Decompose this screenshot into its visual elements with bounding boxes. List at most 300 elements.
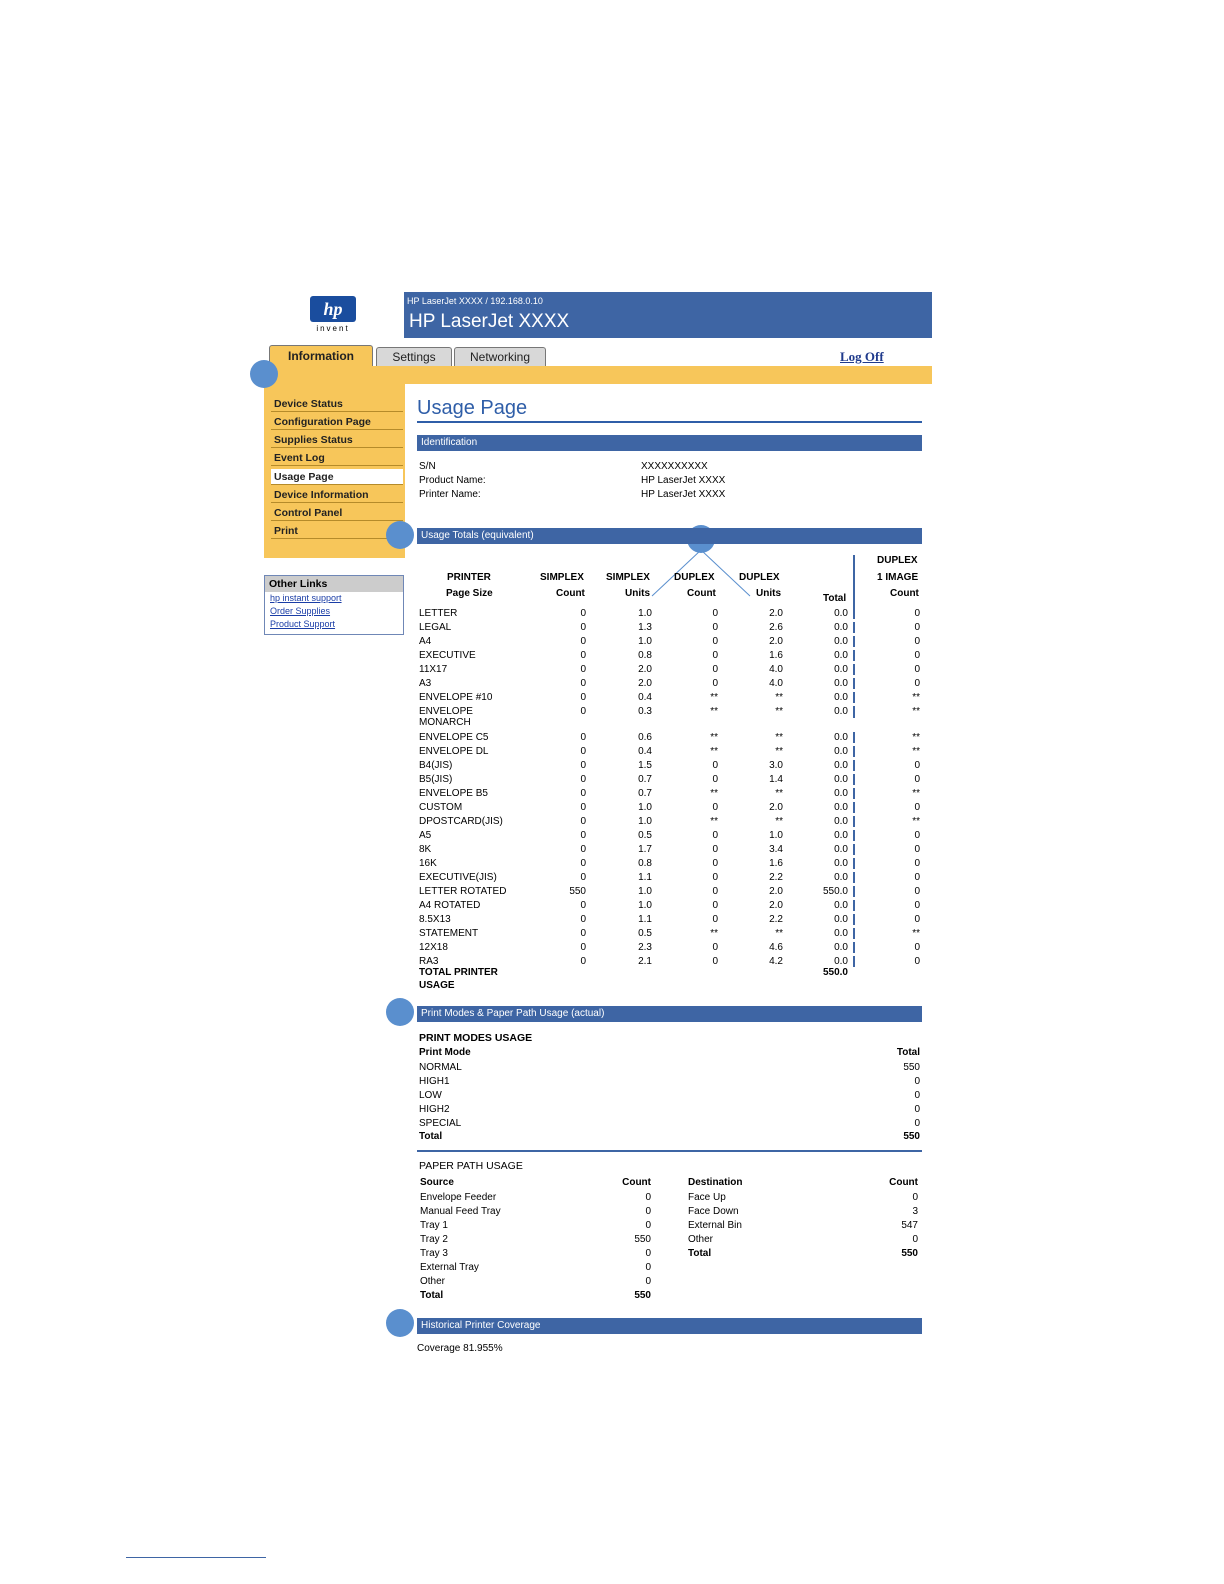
paper-path-subtitle: PAPER PATH USAGE [419,1160,523,1172]
callout-marker [386,521,414,549]
usage-cell: ** [775,692,783,703]
column-divider [853,774,855,785]
print-mode-total: 0 [914,1104,920,1115]
section-rule [417,1150,922,1152]
usage-cell: 0 [914,956,920,967]
usage-cell: 550 [569,886,586,897]
usage-cell: 0 [580,844,586,855]
col-header-total: Total [823,593,847,604]
usage-cell: 0 [580,650,586,661]
usage-cell: 0 [580,900,586,911]
coverage-text: Coverage 81.955% [417,1343,503,1354]
other-links-title: Other Links [265,576,403,592]
usage-cell: 0.0 [834,746,848,757]
usage-cell: 2.0 [638,678,652,689]
source-name: Total [420,1290,444,1301]
usage-cell: 0.0 [834,622,848,633]
usage-cell: 0 [580,622,586,633]
source-count: 0 [645,1220,651,1231]
usage-cell: 0 [712,760,718,771]
id-value-product: HP LaserJet XXXX [641,475,726,486]
sidebar-item-device-information[interactable]: Device Information [271,487,403,503]
source-count: 0 [645,1248,651,1259]
page-size-label: A5 [419,830,432,841]
source-count-header: Count [622,1177,651,1188]
usage-cell: 1.0 [638,802,652,813]
usage-cell: ** [775,746,783,757]
usage-cell: 0 [580,760,586,771]
print-mode-name: NORMAL [419,1062,462,1073]
usage-cell: 0 [712,900,718,911]
column-divider [853,886,855,897]
usage-cell: 0 [580,788,586,799]
callout-marker [250,360,278,388]
page-size-label: MONARCH [419,717,471,728]
usage-cell: 1.7 [638,844,652,855]
source-count: 0 [645,1276,651,1287]
column-divider [853,650,855,661]
sidebar-item-event-log[interactable]: Event Log [271,450,403,466]
usage-cell: 0 [712,956,718,967]
usage-cell: 0.0 [834,942,848,953]
device-path: HP LaserJet XXXX / 192.168.0.10 [407,296,543,306]
usage-cell: 0 [914,636,920,647]
usage-cell: 0 [580,706,586,717]
usage-cell: 1.0 [638,608,652,619]
id-label-printer: Printer Name: [419,489,481,500]
source-name: Manual Feed Tray [420,1206,501,1217]
usage-cell: 0 [580,928,586,939]
column-divider [853,900,855,911]
page-size-label: ENVELOPE DL [419,746,489,757]
callout-marker [386,1309,414,1337]
usage-cell: 0.0 [834,844,848,855]
usage-cell: 0 [914,622,920,633]
col-header-duplex: DUPLEX [674,572,715,583]
usage-cell: 0 [914,678,920,689]
usage-cell: 0.0 [834,914,848,925]
usage-cell: 0 [914,760,920,771]
usage-cell: 0 [712,802,718,813]
usage-cell: 1.6 [769,650,783,661]
column-divider [853,858,855,869]
print-modes-subtitle: PRINT MODES USAGE [419,1032,533,1044]
usage-cell: 0 [580,942,586,953]
destination-count: 0 [912,1234,918,1245]
logo-tagline: invent [316,324,350,333]
page-title: Usage Page [417,397,528,419]
hp-logo [310,296,356,322]
usage-cell: 2.1 [638,956,652,967]
usage-cell: ** [710,746,718,757]
usage-cell: 0 [580,746,586,757]
column-divider [853,760,855,771]
destination-name: Face Down [688,1206,739,1217]
usage-cell: 0 [914,664,920,675]
usage-cell: ** [912,732,920,743]
page-size-label: EXECUTIVE(JIS) [419,872,497,883]
usage-totals-header: Usage Totals (equivalent) [417,528,922,544]
usage-cell: 0.0 [834,788,848,799]
col-header-count: Count [890,588,919,599]
print-mode-total: 550 [903,1062,920,1073]
print-mode-total: 0 [914,1118,920,1129]
usage-cell: 0.0 [834,678,848,689]
page-size-label: 16K [419,858,437,869]
sidebar-item-usage-page[interactable]: Usage Page [271,469,403,485]
col-header-page-size: Page Size [446,588,493,599]
usage-cell: ** [710,732,718,743]
print-mode-name: SPECIAL [419,1118,462,1129]
link-product-support[interactable]: Product Support [270,619,336,629]
usage-cell: 0 [580,802,586,813]
usage-cell: 0.7 [638,788,652,799]
usage-cell: 4.0 [769,664,783,675]
usage-cell: 0.0 [834,692,848,703]
usage-cell: 0 [712,886,718,897]
column-divider [853,844,855,855]
total-printer-usage-label: TOTAL PRINTER [419,967,498,978]
page-size-label: B5(JIS) [419,774,453,785]
usage-cell: 1.3 [638,622,652,633]
usage-cell: 0 [712,942,718,953]
usage-cell: 0.4 [638,692,652,703]
usage-cell: 0.0 [834,872,848,883]
page-size-label: ENVELOPE [419,706,473,717]
column-divider [853,622,855,633]
usage-cell: 0 [712,830,718,841]
page-size-label: LETTER [419,608,458,619]
usage-cell: 0 [580,858,586,869]
col-header-simplex: SIMPLEX [540,572,584,583]
print-mode-col-header: Print Mode [419,1047,471,1058]
column-divider [853,664,855,675]
col-header-units: Units [625,588,650,599]
destination-count: 547 [901,1220,918,1231]
usage-cell: 2.2 [769,914,783,925]
usage-cell: 0 [914,774,920,785]
usage-cell: 0.0 [834,774,848,785]
usage-cell: 2.0 [769,636,783,647]
page-size-label: A4 [419,636,432,647]
col-header-printer: PRINTER [447,572,491,583]
title-rule [417,421,922,423]
usage-cell: 0 [580,608,586,619]
tab-settings[interactable]: Settings [376,347,452,367]
usage-cell: 0 [580,914,586,925]
usage-cell: 0 [914,830,920,841]
column-divider [853,816,855,827]
column-divider [853,956,855,967]
usage-cell: ** [775,816,783,827]
page-size-label: ENVELOPE C5 [419,732,489,743]
usage-cell: 0.0 [834,760,848,771]
page-size-label: CUSTOM [419,802,463,813]
usage-cell: ** [775,928,783,939]
usage-cell: 1.1 [638,872,652,883]
column-divider [853,636,855,647]
page-size-label: 8K [419,844,432,855]
usage-cell: 0.0 [834,830,848,841]
destination-name: Total [688,1248,712,1259]
column-divider [853,802,855,813]
page-size-label: RA3 [419,956,439,967]
usage-cell: 1.5 [638,760,652,771]
usage-cell: 2.0 [769,802,783,813]
source-name: Other [420,1276,446,1287]
usage-cell: 3.4 [769,844,783,855]
id-label-sn: S/N [419,461,436,472]
usage-cell: 2.3 [638,942,652,953]
usage-cell: 0 [712,678,718,689]
usage-cell: 0.7 [638,774,652,785]
page-size-label: LEGAL [419,622,452,633]
sidebar-item-print[interactable]: Print [271,523,403,539]
usage-cell: ** [912,928,920,939]
usage-cell: 0 [580,636,586,647]
footer-rule [126,1557,266,1558]
usage-cell: 0 [712,650,718,661]
usage-cell: 0 [712,608,718,619]
source-name: Envelope Feeder [420,1192,497,1203]
print-modes-header: Print Modes & Paper Path Usage (actual) [417,1006,922,1022]
usage-cell: 1.0 [638,886,652,897]
usage-cell: 0 [914,802,920,813]
link-hp-instant-support[interactable]: hp instant support [270,593,342,603]
usage-cell: 0 [712,664,718,675]
link-order-supplies[interactable]: Order Supplies [270,606,331,616]
print-mode-name: HIGH2 [419,1104,450,1115]
usage-cell: 4.6 [769,942,783,953]
device-name: HP LaserJet XXXX [409,311,570,332]
usage-cell: ** [710,706,718,717]
usage-cell: 550.0 [822,886,848,897]
page-size-label: LETTER ROTATED [419,886,507,897]
usage-cell: 0 [580,956,586,967]
usage-cell: 0 [712,844,718,855]
page-size-label: ENVELOPE B5 [419,788,488,799]
usage-cell: 1.4 [769,774,783,785]
usage-cell: 1.0 [769,830,783,841]
page-size-label: 8.5X13 [419,914,451,925]
sidebar-item-supplies-status[interactable]: Supplies Status [271,432,403,448]
usage-cell: 0.0 [834,816,848,827]
source-count: 550 [634,1290,651,1301]
usage-cell: 1.0 [638,636,652,647]
column-divider [853,942,855,953]
usage-cell: 0.0 [834,732,848,743]
usage-cell: 0 [580,732,586,743]
usage-cell: 1.1 [638,914,652,925]
usage-cell: 0.0 [834,928,848,939]
usage-cell: 1.0 [638,900,652,911]
print-mode-total-label: Total [419,1131,443,1142]
destination-count: 0 [912,1192,918,1203]
col-header-1-image: 1 IMAGE [877,572,919,583]
usage-cell: 0.4 [638,746,652,757]
sidebar-item-device-status[interactable]: Device Status [271,396,403,412]
usage-cell: 2.0 [769,900,783,911]
usage-cell: 2.2 [769,872,783,883]
device-banner [404,292,932,338]
source-count: 0 [645,1262,651,1273]
usage-cell: 1.6 [769,858,783,869]
usage-cell: ** [912,692,920,703]
usage-cell: 0.0 [834,858,848,869]
destination-name: Other [688,1234,714,1245]
usage-cell: 0.0 [834,650,848,661]
sidebar-item-configuration-page[interactable]: Configuration Page [271,414,403,430]
destination-header: Destination [688,1177,743,1188]
tab-information[interactable]: Information [269,345,373,367]
callout-marker [386,998,414,1026]
id-value-sn: XXXXXXXXXX [641,461,708,472]
col-header-count: Count [556,588,585,599]
usage-cell: 4.0 [769,678,783,689]
col-header-simplex: SIMPLEX [606,572,650,583]
usage-cell: 0 [712,872,718,883]
usage-cell: ** [912,706,920,717]
usage-cell: 0 [914,608,920,619]
usage-cell: 0 [712,636,718,647]
source-count: 0 [645,1206,651,1217]
page-size-label: STATEMENT [419,928,479,939]
usage-cell: ** [710,816,718,827]
column-divider [853,692,855,703]
usage-cell: 0 [914,844,920,855]
usage-cell: 0 [580,830,586,841]
usage-cell: 0 [914,858,920,869]
usage-cell: 0 [712,914,718,925]
total-printer-usage-label: USAGE [419,980,455,991]
usage-cell: ** [912,788,920,799]
usage-cell: 2.0 [769,608,783,619]
usage-cell: 4.2 [769,956,783,967]
page-size-label: 12X18 [419,942,448,953]
column-divider [853,608,855,619]
print-mode-total: 0 [914,1090,920,1101]
usage-cell: 0.0 [834,802,848,813]
col-header-count: Count [687,588,716,599]
usage-cell: 0 [914,886,920,897]
sidebar-item-control-panel[interactable]: Control Panel [271,505,403,521]
usage-cell: 2.0 [769,886,783,897]
source-name: Tray 2 [420,1234,448,1245]
usage-cell: ** [775,706,783,717]
destination-name: Face Up [688,1192,726,1203]
other-links-box [264,575,404,635]
page-size-label: 11X17 [419,664,448,675]
usage-cell: 0 [914,650,920,661]
logoff-link[interactable]: Log Off [840,349,884,364]
usage-cell: 0 [580,664,586,675]
usage-cell: 0.0 [834,956,848,967]
print-mode-total-value: 550 [903,1131,920,1142]
column-divider [853,678,855,689]
coverage-header: Historical Printer Coverage [417,1318,922,1334]
print-mode-name: LOW [419,1090,442,1101]
usage-cell: ** [775,788,783,799]
usage-cell: 0.0 [834,706,848,717]
page-size-label: A4 ROTATED [419,900,481,911]
usage-cell: 0 [914,900,920,911]
page-size-label: DPOSTCARD(JIS) [419,816,503,827]
column-divider [853,914,855,925]
usage-cell: 1.0 [638,816,652,827]
column-divider [853,555,855,615]
usage-cell: 2.0 [638,664,652,675]
column-divider [853,872,855,883]
destination-name: External Bin [688,1220,742,1231]
usage-cell: 0 [712,622,718,633]
column-divider [853,788,855,799]
destination-count-header: Count [889,1177,918,1188]
column-divider [853,732,855,743]
logo-text: hp [323,299,343,319]
usage-cell: 0.8 [638,858,652,869]
destination-count: 3 [912,1206,918,1217]
col-header-duplex: DUPLEX [739,572,780,583]
usage-cell: ** [710,788,718,799]
usage-cell: ** [912,746,920,757]
usage-cell: ** [912,816,920,827]
usage-cell: ** [710,692,718,703]
identification-header: Identification [417,435,922,451]
usage-cell: ** [710,928,718,939]
usage-cell: 2.6 [769,622,783,633]
column-divider [853,830,855,841]
usage-cell: 0 [914,942,920,953]
source-count: 550 [634,1234,651,1245]
usage-cell: 0 [712,774,718,785]
source-name: Tray 1 [420,1220,448,1231]
usage-cell: 0 [914,872,920,883]
usage-cell: 0.3 [638,706,652,717]
usage-cell: 0 [580,678,586,689]
usage-cell: 0.8 [638,650,652,661]
page-size-label: ENVELOPE #10 [419,692,493,703]
usage-cell: 0.0 [834,664,848,675]
tab-networking[interactable]: Networking [454,347,546,367]
usage-cell: 0.0 [834,636,848,647]
source-count: 0 [645,1192,651,1203]
column-divider [853,706,855,718]
print-mode-total-header: Total [896,1047,920,1058]
page-size-label: A3 [419,678,432,689]
destination-count: 550 [901,1248,918,1259]
col-header-duplex: DUPLEX [877,555,918,566]
source-name: External Tray [420,1262,479,1273]
usage-cell: ** [775,732,783,743]
usage-cell: 0 [580,692,586,703]
source-name: Tray 3 [420,1248,448,1259]
usage-cell: 0.0 [834,608,848,619]
usage-cell: 0.5 [638,928,652,939]
usage-cell: 0 [580,872,586,883]
id-label-product: Product Name: [419,475,486,486]
usage-cell: 0 [914,914,920,925]
usage-cell: 0 [712,858,718,869]
usage-cell: 0.0 [834,900,848,911]
total-printer-usage-value: 550.0 [822,967,848,978]
source-header: Source [420,1177,454,1188]
usage-cell: 0 [580,816,586,827]
usage-cell: 0 [580,774,586,785]
print-mode-total: 0 [914,1076,920,1087]
id-value-printer: HP LaserJet XXXX [641,489,726,500]
col-header-units: Units [756,588,781,599]
tab-bar-strip [266,366,932,384]
